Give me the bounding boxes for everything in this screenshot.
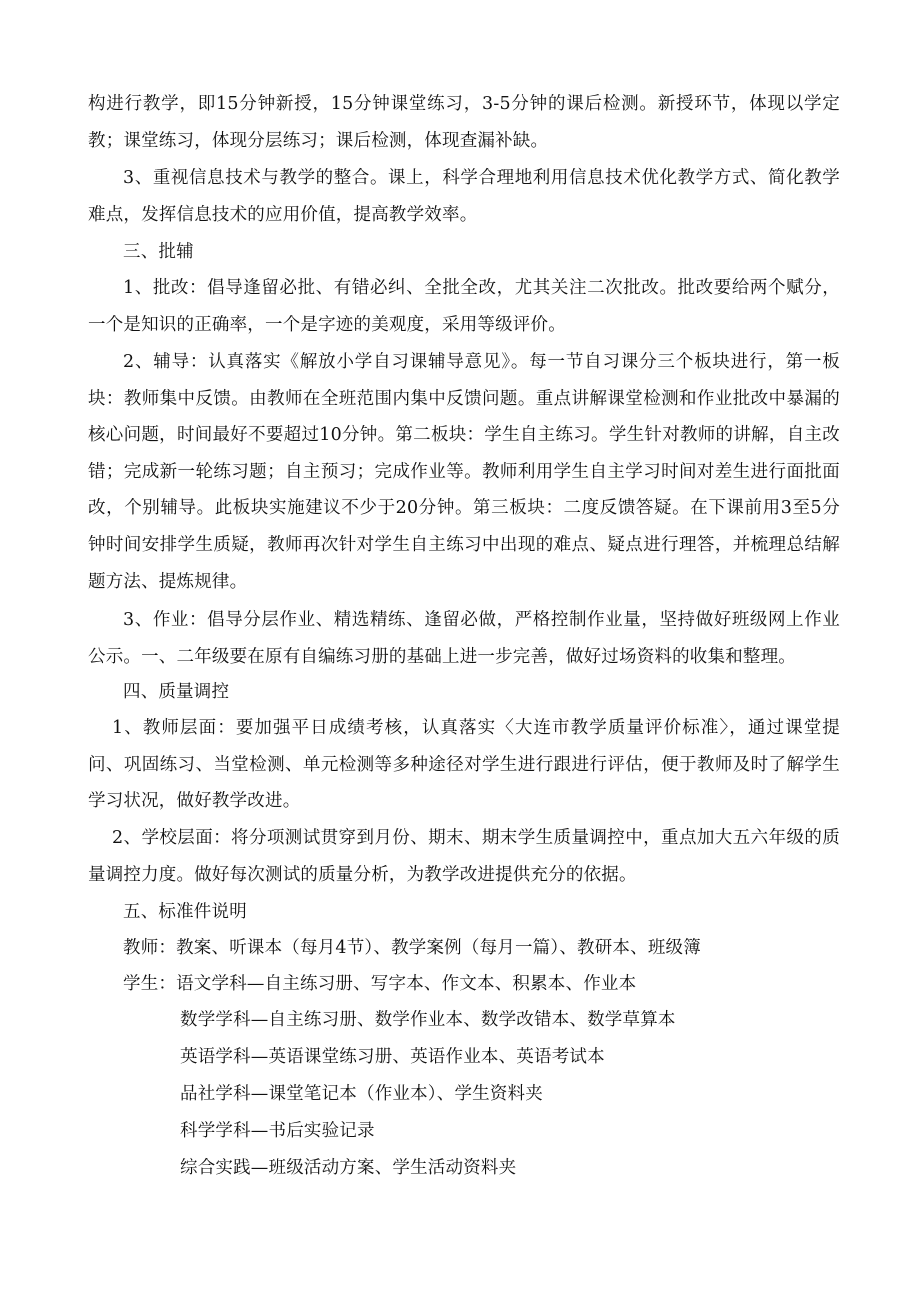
paragraph-grading: 1、批改：倡导逢留必批、有错必纠、全批全改，尤其关注二次批改。批改要给两个赋分，一个是知识的正确率，一个是字迹的美观度，采用等级评价。 bbox=[88, 278, 840, 335]
heading-section-4: 四、质量调控 bbox=[123, 682, 230, 702]
heading-section-3: 三、批辅 bbox=[123, 242, 194, 262]
student-items-english: 英语学科—英语课堂练习册、英语作业本、英语考试本 bbox=[180, 1047, 605, 1067]
paragraph-homework: 3、作业：倡导分层作业、精选精练、逢留必做，严格控制作业量，坚持做好班级网上作业公示。一、二年级要在原有自编练习册的基础上进一步完善，做好过场资料的收集和整理。 bbox=[88, 610, 840, 667]
teacher-items: 教师：教案、听课本（每月4节）、教学案例（每月一篇）、教研本、班级簿 bbox=[123, 938, 701, 958]
student-items-science: 科学学科—书后实验记录 bbox=[180, 1121, 375, 1141]
paragraph-school-level: 2、学校层面：将分项测试贯穿到月份、期末、期末学生质量调控中，重点加大五六年级的质量调控力度。做好每次测试的质量分析，为教学改进提供充分的依据。 bbox=[88, 828, 840, 885]
paragraph-it-integration: 3、重视信息技术与教学的整合。课上，科学合理地利用信息技术优化教学方式、简化教学难点，发挥信息技术的应用价值，提高教学效率。 bbox=[88, 168, 840, 225]
heading-section-5: 五、标准件说明 bbox=[123, 902, 247, 922]
student-items-social: 品社学科—课堂笔记本（作业本）、学生资料夹 bbox=[180, 1084, 543, 1104]
student-items-chinese: 学生：语文学科—自主练习册、写字本、作文本、积累本、作业本 bbox=[123, 974, 637, 994]
paragraph-teacher-level: 1、教师层面：要加强平日成绩考核，认真落实〈大连市教学质量评价标准〉，通过课堂提问、巩固练习、当堂检测、单元检测等多种途径对学生进行跟进行评估，便于教师及时了解学生学习状况，做好教学改进。 bbox=[88, 718, 840, 812]
student-items-practice: 综合实践—班级活动方案、学生活动资料夹 bbox=[180, 1158, 517, 1178]
paragraph-teaching-structure: 构进行教学，即15分钟新授，15分钟课堂练习，3-5分钟的课后检测。新授环节，体现以学定教；课堂练习，体现分层练习；课后检测，体现查漏补缺。 bbox=[88, 94, 840, 151]
student-items-math: 数学学科—自主练习册、数学作业本、数学改错本、数学草算本 bbox=[180, 1010, 676, 1030]
paragraph-tutoring: 2、辅导：认真落实《解放小学自习课辅导意见》。每一节自习课分三个板块进行，第一板块：教师集中反馈。由教师在全班范围内集中反馈问题。重点讲解课堂检测和作业批改中暴漏的核心问题，时间最好不要超过10分钟。第二板块：学生自主练习。学生针对教师的讲解，自主改错；完成新一轮练习题；自主预习；完成作业等。教师利用学生自主学习时间对差生进行面批面改，个别辅导。此板块实施建议不少于20分钟。第三板块：二度反馈答疑。在下课前用3至5分钟时间安排学生质疑，教师再次针对学生自主练习中出现的难点、疑点进行理答，并梳理总结解题方法、提炼规律。 bbox=[88, 352, 840, 592]
